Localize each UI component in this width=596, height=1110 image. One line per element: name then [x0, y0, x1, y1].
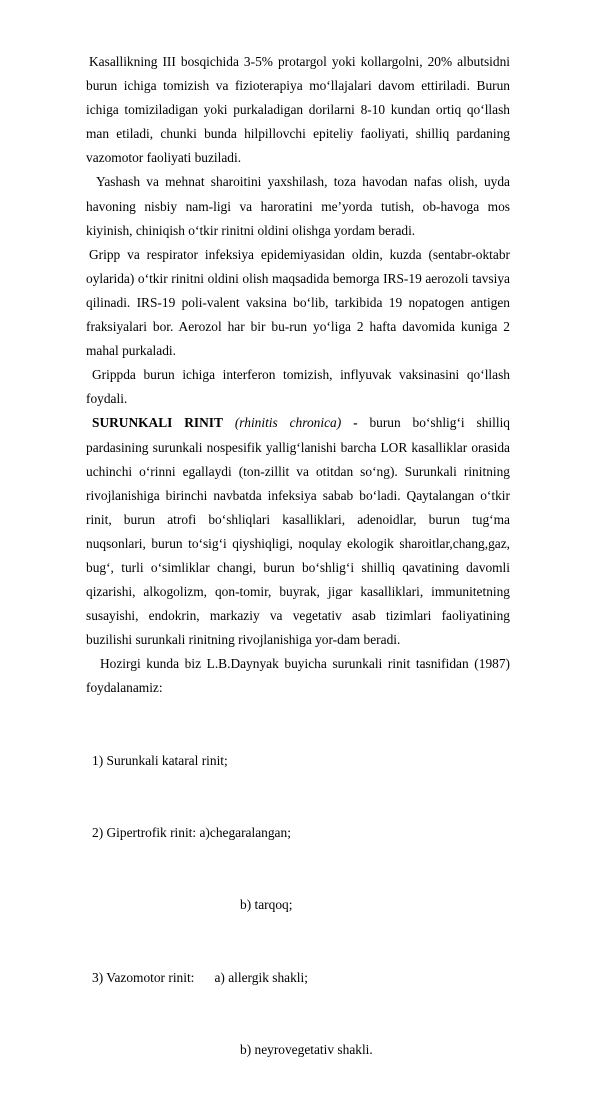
paragraph-interferon: Grippda burun ichiga interferon tomizish, inflyuvak vaksinasini qo‘llash foydali. [86, 367, 510, 407]
list-subitem: b) tarqoq; [240, 897, 293, 913]
list-item: 2) Gipertrofik rinit: a)chegaralangan; [92, 825, 291, 840]
term-dash: - [353, 415, 358, 431]
list-item: 3) Vazomotor rinit: a) allergik shakli; [92, 969, 308, 985]
classification-list [86, 701, 510, 1110]
document-page [86, 50, 510, 1110]
chronic-rhinitis-term: SURUNKALI RINIT [92, 415, 223, 431]
paragraph-classification-intro: Hozirgi kunda biz L.B.Daynyak buyicha surunkali rinit tasnifidan (1987) foydalanamiz: [86, 656, 510, 696]
paragraph-irs19: Gripp va respirator infeksiya epidemiyasidan oldin, kuzda (sentabr-oktabr oylarida) o‘tkir rinitni oldini olish maqsadida bemorga IRS-19 aerozoli tavsiya qilinadi. IRS-19 poli-valent vaksina bo‘lib, tarkibida 19 nopatogen antigen fraksiyalari bor. Aerozol har bir bu-run yo‘liga 2 hafta davomida kuniga 2 mahal purkaladi. [86, 246, 510, 359]
paragraph-stage-three-treatment: Kasallikning III bosqichida 3-5% protargol yoki kollargolni, 20% albutsidni burun ichiga tomizish va fizioterapiya mo‘llajalari davom ettiriladi. Burun ichiga tomiziladigan yoki purkaladigan dorilarni 8-10 kundan ortiq qo‘llash man etiladi, chunki bunda hilpillovchi epiteliy faoliyati, shilliq pardaning vazomotor faoliyati buziladi. [86, 54, 510, 166]
chronic-rhinitis-latin: (rhinitis chronica) [234, 415, 342, 431]
list-subitem: b) neyrovegetativ shakli. [240, 1041, 373, 1057]
paragraph-chronic-rhinitis [86, 411, 510, 652]
list-item: 1) Surunkali kataral rinit; [92, 752, 228, 768]
chronic-rhinitis-description: burun bo‘shlig‘i shilliq pardasining surunkali nospesifik yallig‘lanishi barcha LOR kasalliklar orasida uchinchi o‘rinni egallaydi (ton-zillit va otitdan so‘ng). Surunkali rinitning rivojlanishiga birinchi navbatda infeksiya sabab bo‘ladi. Qaytalangan o‘tkir rinit, burun atrofi bo‘shliqlari kasalliklari, adenoidlar, burun tug‘ma nuqsonlari, burun to‘sig‘i qiyshiqligi, noqulay ekologik sharoitlar,chang,gaz, bug‘, turli o‘simliklar changi, burun bo‘shlig‘i shilliq qavatining davomli qizarishi, alkogolizm, qon-tomir, buyrak, jigar kasalliklari, immunitetning susayishi, endokrin, markaziy va vegetativ asab tizimlari faoliyatining buzilishi surunkali rinitning rivojlanishiga yor-dam beradi. [86, 415, 510, 648]
paragraph-prevention: Yashash va mehnat sharoitini yaxshilash, toza havodan nafas olish, uyda havoning nisbiy nam-ligi va haroratini me’yorda tutish, ob-havoga mos kiyinish, chiniqish o‘tkir rinitni oldini olishga yordam beradi. [86, 174, 510, 238]
